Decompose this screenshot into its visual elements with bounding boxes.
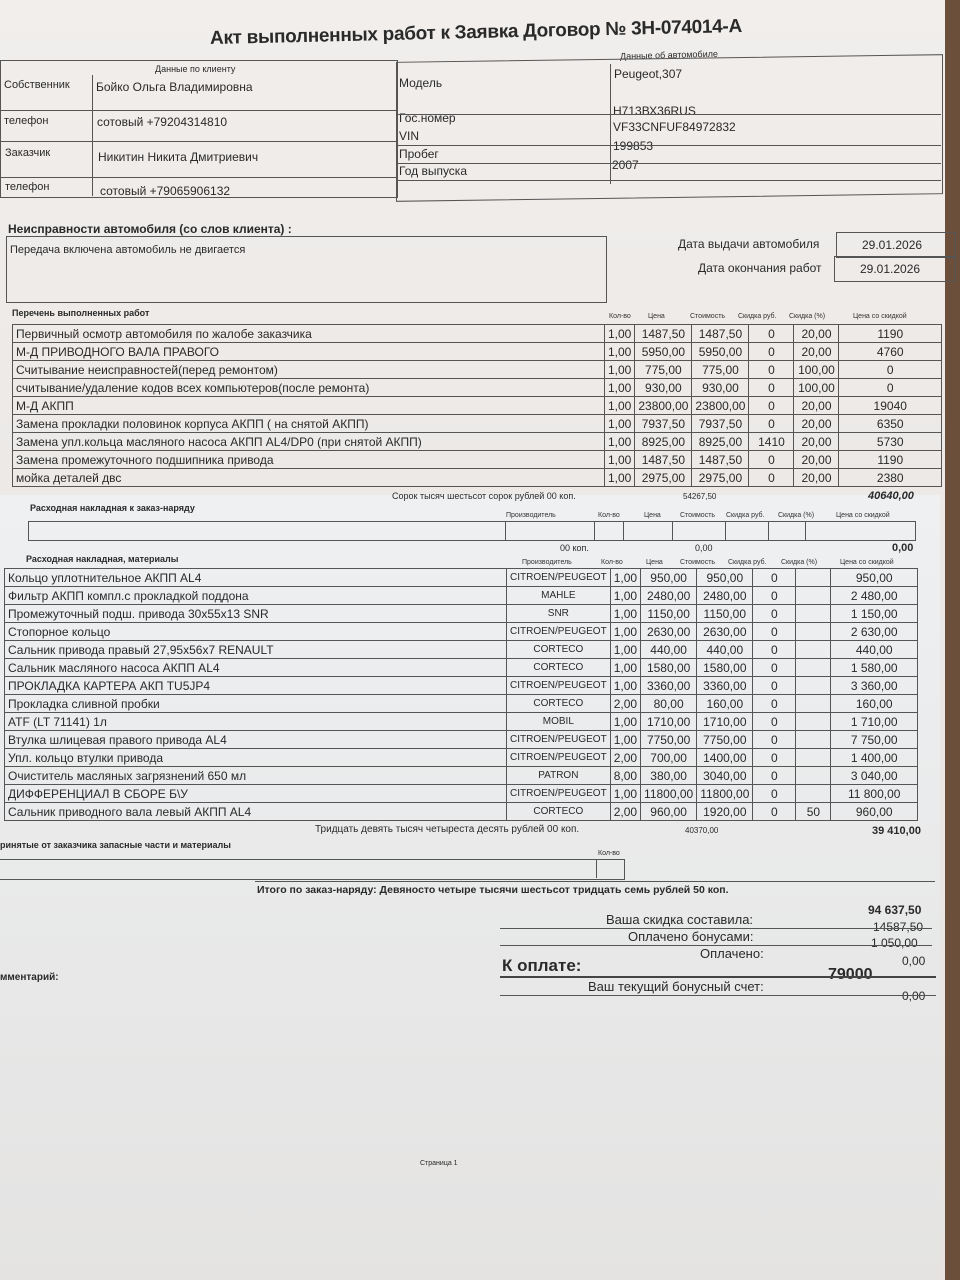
work-cell: 7937,50 xyxy=(692,415,749,433)
work-cell: 20,00 xyxy=(794,433,839,451)
material-cell: 2480,00 xyxy=(641,587,697,605)
material-cell: 11800,00 xyxy=(641,785,697,803)
column-header: Кол-во xyxy=(609,313,631,320)
material-cell: 0 xyxy=(753,713,796,731)
issue-date-label: Дата выдачи автомобиля xyxy=(678,237,820,251)
material-cell: 1,00 xyxy=(610,605,640,623)
plate-label: Гос.номер xyxy=(399,111,456,125)
client-section-label: Данные по клиенту xyxy=(155,64,236,74)
material-name: ПРОКЛАДКА КАРТЕРА АКП TU5JP4 xyxy=(5,677,507,695)
material-cell: 700,00 xyxy=(641,749,697,767)
work-cell: 1,00 xyxy=(605,325,635,343)
material-cell: 0 xyxy=(753,749,796,767)
work-cell: 0 xyxy=(749,415,794,433)
material-cell xyxy=(796,785,831,803)
material-cell: 2630,00 xyxy=(641,623,697,641)
material-row xyxy=(5,587,918,605)
material-cell: 1,00 xyxy=(610,677,640,695)
material-cell: 7 750,00 xyxy=(831,731,918,749)
comment-label: мментарий: xyxy=(0,972,59,983)
material-cell: 960,00 xyxy=(641,803,697,821)
work-cell: 1,00 xyxy=(605,397,635,415)
material-cell xyxy=(796,659,831,677)
work-cell: 20,00 xyxy=(794,325,839,343)
material-manufacturer: PATRON xyxy=(507,767,611,785)
work-cell: 1,00 xyxy=(605,469,635,487)
material-cell xyxy=(796,713,831,731)
material-manufacturer: CITROEN/PEUGEOT xyxy=(507,731,611,749)
material-manufacturer: CORTECO xyxy=(507,641,611,659)
material-cell xyxy=(796,587,831,605)
column-header: Скидка (%) xyxy=(778,512,815,519)
invoice-cell xyxy=(29,522,506,541)
due-label: К оплате: xyxy=(502,956,582,975)
column-header: Скидка руб. xyxy=(726,512,765,519)
material-cell: 3040,00 xyxy=(697,767,753,785)
works-total-words: Сорок тысяч шестьсот сорок рублей 00 коп. xyxy=(392,491,576,501)
vin-label: VIN xyxy=(399,129,420,143)
material-cell: 1,00 xyxy=(610,569,640,587)
discount-label: Ваша скидка составила: xyxy=(606,912,754,927)
invoice-cell xyxy=(595,522,624,541)
owner-label: Собственник xyxy=(4,79,70,91)
work-cell: 0 xyxy=(839,361,942,379)
work-name: М-Д АКПП xyxy=(13,397,605,415)
model-value: Peugeot,307 xyxy=(614,67,683,81)
materials-table xyxy=(4,568,918,821)
document-title: Акт выполненных работ к Заявка Договор № 3Н-074014-А xyxy=(209,15,743,50)
material-cell: 0 xyxy=(753,731,796,749)
invoice-cell xyxy=(806,522,916,541)
material-cell: 1150,00 xyxy=(697,605,753,623)
material-cell: 2,00 xyxy=(610,803,640,821)
material-cell: 0 xyxy=(753,623,796,641)
work-cell: 8925,00 xyxy=(635,433,692,451)
material-cell: 1710,00 xyxy=(641,713,697,731)
material-cell: 0 xyxy=(753,785,796,803)
bonus-label: Оплачено бонусами: xyxy=(628,929,754,944)
work-row xyxy=(13,361,942,379)
work-cell: 0 xyxy=(749,343,794,361)
invoice-cell xyxy=(506,522,595,541)
work-cell: 1487,50 xyxy=(692,451,749,469)
work-cell: 0 xyxy=(749,469,794,487)
works-total: 40640,00 xyxy=(868,490,914,502)
work-cell: 1,00 xyxy=(605,361,635,379)
work-cell: 2975,00 xyxy=(692,469,749,487)
material-cell: 1,00 xyxy=(610,731,640,749)
work-cell: 2380 xyxy=(839,469,942,487)
invoice-cell xyxy=(673,522,726,541)
material-cell xyxy=(796,641,831,659)
material-cell xyxy=(796,731,831,749)
work-cell: 1190 xyxy=(839,451,942,469)
work-row xyxy=(13,433,942,451)
work-name: Первичный осмотр автомобиля по жалобе заказчика xyxy=(13,325,605,343)
material-manufacturer: CITROEN/PEUGEOT xyxy=(507,749,611,767)
work-cell: 775,00 xyxy=(692,361,749,379)
material-cell: 1,00 xyxy=(610,623,640,641)
material-cell: 380,00 xyxy=(641,767,697,785)
work-row xyxy=(13,379,942,397)
material-manufacturer: MAHLE xyxy=(507,587,611,605)
column-header: Производитель xyxy=(522,559,572,566)
material-row xyxy=(5,659,918,677)
work-cell: 1,00 xyxy=(605,379,635,397)
invoice-total-cost: 0,00 xyxy=(695,543,713,553)
column-header: Стоимость xyxy=(690,313,726,320)
bonus-value: 1 050,00 xyxy=(871,936,918,950)
invoice-cell xyxy=(769,522,806,541)
material-cell: 440,00 xyxy=(697,641,753,659)
material-manufacturer: CORTECO xyxy=(507,659,611,677)
work-cell: 1487,50 xyxy=(635,451,692,469)
work-name: мойка деталей двс xyxy=(13,469,605,487)
invoice-cell xyxy=(726,522,769,541)
material-row xyxy=(5,641,918,659)
car-section-label: Данные об автомобиле xyxy=(619,48,719,62)
work-name: Замена упл.кольца масляного насоса АКПП AL4/DP0 (при снятой АКПП) xyxy=(13,433,605,451)
invoice-total-words: 00 коп. xyxy=(560,543,589,553)
material-cell: 3 040,00 xyxy=(831,767,918,785)
material-cell: 2 630,00 xyxy=(831,623,918,641)
work-cell: 0 xyxy=(749,361,794,379)
works-label: Перечень выполненных работ xyxy=(12,308,150,318)
year-label: Год выпуска xyxy=(399,164,467,178)
material-cell: 160,00 xyxy=(831,695,918,713)
material-row xyxy=(5,605,918,623)
material-cell: 0 xyxy=(753,803,796,821)
material-row xyxy=(5,713,918,731)
work-row xyxy=(13,415,942,433)
work-cell: 7937,50 xyxy=(635,415,692,433)
work-name: Замена прокладки половинок корпуса АКПП ( на снятой АКПП) xyxy=(13,415,605,433)
complaint-label: Неисправности автомобиля (со слов клиента) : xyxy=(8,222,292,236)
material-cell: 1150,00 xyxy=(641,605,697,623)
discount-value: 14587,50 xyxy=(873,920,924,934)
column-header: Цена xyxy=(648,313,665,320)
material-cell: 1,00 xyxy=(610,713,640,731)
column-header: Цена со скидкой xyxy=(840,559,894,566)
work-cell: 930,00 xyxy=(635,379,692,397)
work-cell: 20,00 xyxy=(794,397,839,415)
material-cell: 0 xyxy=(753,587,796,605)
work-cell: 0 xyxy=(749,397,794,415)
grand-total: 94 637,50 xyxy=(868,903,922,917)
material-name: ATF (LT 71141) 1л xyxy=(5,713,507,731)
material-cell: 0 xyxy=(753,677,796,695)
bonus-balance-label: Ваш текущий бонусный счет: xyxy=(588,979,764,994)
materials-total-cost: 40370,00 xyxy=(685,826,719,835)
material-cell: 440,00 xyxy=(641,641,697,659)
material-cell xyxy=(796,695,831,713)
works-table xyxy=(12,324,942,487)
work-cell: 0 xyxy=(749,325,794,343)
work-cell: 1190 xyxy=(839,325,942,343)
work-cell: 23800,00 xyxy=(692,397,749,415)
work-cell: 8925,00 xyxy=(692,433,749,451)
material-cell: 2,00 xyxy=(610,695,640,713)
end-date-label: Дата окончания работ xyxy=(698,261,822,275)
material-name: ДИФФЕРЕНЦИАЛ В СБОРЕ Б\У xyxy=(5,785,507,803)
work-cell: 930,00 xyxy=(692,379,749,397)
column-header: Стоимость xyxy=(680,559,716,566)
material-cell: 8,00 xyxy=(610,767,640,785)
owner-phone: сотовый +79204314810 xyxy=(97,115,228,129)
work-cell: 0 xyxy=(749,379,794,397)
work-cell: 775,00 xyxy=(635,361,692,379)
owner-phone-label: телефон xyxy=(4,115,49,127)
plate-value: Н713ВХ36RUS xyxy=(613,104,696,118)
work-cell: 1487,50 xyxy=(635,325,692,343)
material-name: Очиститель масляных загрязнений 650 мл xyxy=(5,767,507,785)
work-cell: 20,00 xyxy=(794,343,839,361)
grand-total-label: Итого по заказ-наряду: Девяносто четыре тысячи шестьсот тридцать семь рублей 50 коп. xyxy=(257,884,729,896)
bonus-balance-value: 0,00 xyxy=(902,989,926,1003)
customer-phone-label: телефон xyxy=(5,181,50,193)
accepted-qty-header: Кол-во xyxy=(598,850,620,857)
material-name: Сальник привода правый 27,95х56х7 RENAULT xyxy=(5,641,507,659)
end-date: 29.01.2026 xyxy=(860,262,921,276)
material-cell: 1580,00 xyxy=(697,659,753,677)
material-cell: 2,00 xyxy=(610,749,640,767)
work-cell: 20,00 xyxy=(794,469,839,487)
column-header: Кол-во xyxy=(601,559,623,566)
material-row xyxy=(5,785,918,803)
complaint-text: Передача включена автомобиль не двигается xyxy=(10,244,246,256)
materials-total-words: Тридцать девять тысяч четыреста десять рублей 00 коп. xyxy=(315,824,580,835)
material-name: Прокладка сливной пробки xyxy=(5,695,507,713)
accepted-label: ринятые от заказчика запасные части и материалы xyxy=(0,840,231,850)
issue-date: 29.01.2026 xyxy=(862,238,923,252)
work-cell: 100,00 xyxy=(794,361,839,379)
work-cell: 100,00 xyxy=(794,379,839,397)
works-total-cost: 54267,50 xyxy=(683,492,717,501)
material-cell xyxy=(796,569,831,587)
page-number: Страница 1 xyxy=(420,1160,458,1167)
work-cell: 1410 xyxy=(749,433,794,451)
material-cell: 440,00 xyxy=(831,641,918,659)
mileage-label: Пробег xyxy=(399,147,439,161)
invoice-table xyxy=(28,521,916,541)
paid-value: 0,00 xyxy=(902,954,926,968)
mileage-value: 199853 xyxy=(613,139,654,153)
material-row xyxy=(5,569,918,587)
column-header: Цена xyxy=(646,559,663,566)
material-cell: 0 xyxy=(753,767,796,785)
column-header: Скидка (%) xyxy=(781,559,818,566)
work-name: считывание/удаление кодов всех компьютеров(после ремонта) xyxy=(13,379,605,397)
material-cell: 1580,00 xyxy=(641,659,697,677)
material-cell xyxy=(796,677,831,695)
work-cell: 1,00 xyxy=(605,433,635,451)
material-cell: 7750,00 xyxy=(697,731,753,749)
material-manufacturer: CITROEN/PEUGEOT xyxy=(507,569,611,587)
material-manufacturer: CORTECO xyxy=(507,695,611,713)
customer-name: Никитин Никита Дмитриевич xyxy=(98,150,259,164)
material-row xyxy=(5,749,918,767)
work-cell: 6350 xyxy=(839,415,942,433)
work-cell: 1487,50 xyxy=(692,325,749,343)
material-cell: 0 xyxy=(753,605,796,623)
work-row xyxy=(13,397,942,415)
column-header: Кол-во xyxy=(598,512,620,519)
work-cell: 20,00 xyxy=(794,415,839,433)
customer-phone: сотовый +79065906132 xyxy=(100,184,231,198)
work-cell: 0 xyxy=(839,379,942,397)
material-cell: 1 580,00 xyxy=(831,659,918,677)
material-cell: 1,00 xyxy=(610,659,640,677)
material-cell: 3360,00 xyxy=(641,677,697,695)
material-cell xyxy=(796,605,831,623)
work-cell: 0 xyxy=(749,451,794,469)
material-manufacturer: CITROEN/PEUGEOT xyxy=(507,623,611,641)
material-manufacturer: CITROEN/PEUGEOT xyxy=(507,677,611,695)
material-cell: 50 xyxy=(796,803,831,821)
material-cell xyxy=(796,767,831,785)
material-manufacturer: SNR xyxy=(507,605,611,623)
invoice-cell xyxy=(624,522,673,541)
material-manufacturer: MOBIL xyxy=(507,713,611,731)
material-cell: 1 400,00 xyxy=(831,749,918,767)
work-cell: 23800,00 xyxy=(635,397,692,415)
materials-total: 39 410,00 xyxy=(872,825,921,837)
invoice-total: 0,00 xyxy=(892,542,914,554)
material-cell: 1710,00 xyxy=(697,713,753,731)
material-cell: 0 xyxy=(753,569,796,587)
due-value: 79000 xyxy=(828,966,873,983)
column-header: Цена со скидкой xyxy=(853,313,907,320)
work-cell: 5730 xyxy=(839,433,942,451)
material-cell: 960,00 xyxy=(831,803,918,821)
work-cell: 5950,00 xyxy=(692,343,749,361)
materials-label: Расходная накладная, материалы xyxy=(26,554,179,564)
column-header: Стоимость xyxy=(680,512,716,519)
material-cell: 2480,00 xyxy=(697,587,753,605)
material-row xyxy=(5,803,918,821)
material-name: Сальник масляного насоса АКПП AL4 xyxy=(5,659,507,677)
material-cell: 1 150,00 xyxy=(831,605,918,623)
material-cell: 160,00 xyxy=(697,695,753,713)
material-cell xyxy=(796,749,831,767)
work-cell: 19040 xyxy=(839,397,942,415)
model-label: Модель xyxy=(399,76,443,90)
material-cell: 1,00 xyxy=(610,587,640,605)
material-cell: 1,00 xyxy=(610,641,640,659)
material-cell: 0 xyxy=(753,695,796,713)
year-value: 2007 xyxy=(612,158,639,172)
work-cell: 1,00 xyxy=(605,415,635,433)
material-cell: 3 360,00 xyxy=(831,677,918,695)
material-cell: 950,00 xyxy=(641,569,697,587)
owner-name: Бойко Ольга Владимировна xyxy=(96,80,253,94)
material-name: Упл. кольцо втулки привода xyxy=(5,749,507,767)
work-row xyxy=(13,343,942,361)
material-cell: 1920,00 xyxy=(697,803,753,821)
work-cell: 1,00 xyxy=(605,343,635,361)
column-header: Цена xyxy=(644,512,661,519)
material-manufacturer: CORTECO xyxy=(507,803,611,821)
column-header: Скидка руб. xyxy=(738,313,777,320)
material-row xyxy=(5,731,918,749)
material-name: Промежуточный подш. привода 30х55х13 SNR xyxy=(5,605,507,623)
work-name: Считывание неисправностей(перед ремонтом) xyxy=(13,361,605,379)
column-header: Скидка (%) xyxy=(789,313,826,320)
column-header: Производитель xyxy=(506,512,556,519)
material-name: Стопорное кольцо xyxy=(5,623,507,641)
material-cell: 80,00 xyxy=(641,695,697,713)
work-name: Замена промежуточного подшипника привода xyxy=(13,451,605,469)
material-name: Кольцо уплотнительное АКПП AL4 xyxy=(5,569,507,587)
work-row xyxy=(13,451,942,469)
work-cell: 4760 xyxy=(839,343,942,361)
material-row xyxy=(5,623,918,641)
material-row xyxy=(5,767,918,785)
material-cell: 2630,00 xyxy=(697,623,753,641)
material-cell: 1400,00 xyxy=(697,749,753,767)
paid-label: Оплачено: xyxy=(700,946,764,961)
material-cell: 0 xyxy=(753,641,796,659)
material-cell: 0 xyxy=(753,659,796,677)
material-cell: 950,00 xyxy=(831,569,918,587)
column-header: Скидка руб. xyxy=(728,559,767,566)
work-name: М-Д ПРИВОДНОГО ВАЛА ПРАВОГО xyxy=(13,343,605,361)
work-cell: 5950,00 xyxy=(635,343,692,361)
material-name: Сальник приводного вала левый АКПП AL4 xyxy=(5,803,507,821)
material-manufacturer: CITROEN/PEUGEOT xyxy=(507,785,611,803)
work-cell: 20,00 xyxy=(794,451,839,469)
material-cell: 1 710,00 xyxy=(831,713,918,731)
material-cell: 3360,00 xyxy=(697,677,753,695)
material-cell: 11 800,00 xyxy=(831,785,918,803)
vin-value: VF33CNFUF84972832 xyxy=(613,120,736,134)
column-header: Цена со скидкой xyxy=(836,512,890,519)
material-cell: 950,00 xyxy=(697,569,753,587)
invoice-label: Расходная накладная к заказ-наряду xyxy=(30,503,195,513)
work-row xyxy=(13,325,942,343)
material-name: Фильтр АКПП компл.с прокладкой поддона xyxy=(5,587,507,605)
material-name: Втулка шлицевая правого привода AL4 xyxy=(5,731,507,749)
material-row xyxy=(5,695,918,713)
work-cell: 1,00 xyxy=(605,451,635,469)
material-cell xyxy=(796,623,831,641)
work-cell: 2975,00 xyxy=(635,469,692,487)
material-row xyxy=(5,677,918,695)
material-cell: 7750,00 xyxy=(641,731,697,749)
material-cell: 11800,00 xyxy=(697,785,753,803)
customer-label: Заказчик xyxy=(5,147,51,159)
material-cell: 1,00 xyxy=(610,785,640,803)
material-cell: 2 480,00 xyxy=(831,587,918,605)
work-row xyxy=(13,469,942,487)
accepted-table xyxy=(0,859,625,880)
